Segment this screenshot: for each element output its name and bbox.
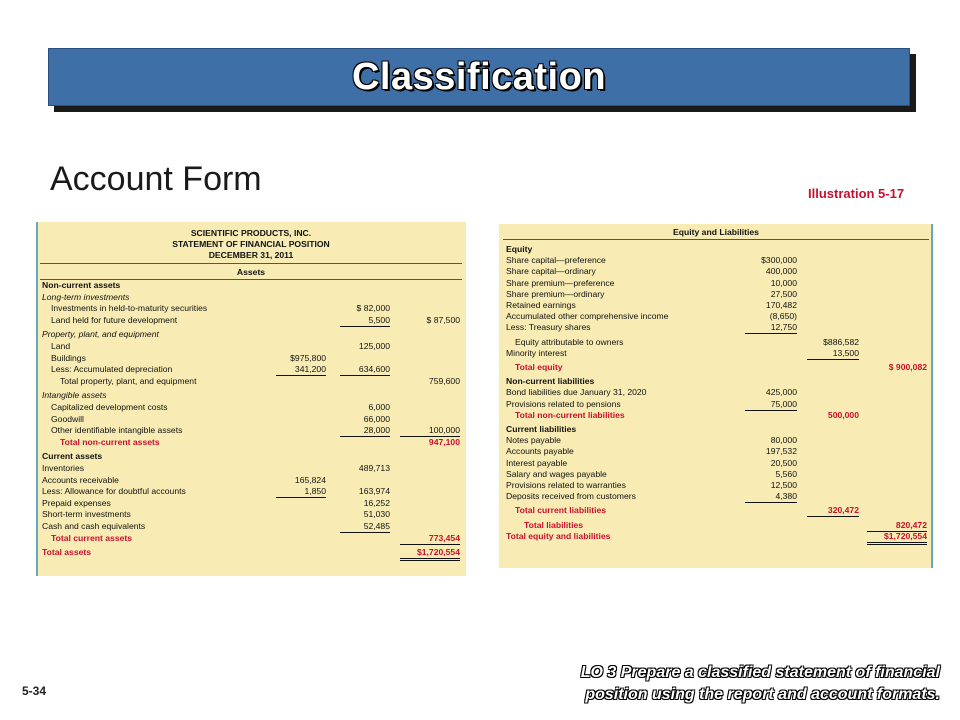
row-label: Property, plant, and equipment bbox=[42, 329, 159, 340]
learning-objective-line-2: position using the report and account formats. bbox=[585, 686, 940, 703]
statement-row bbox=[499, 520, 933, 531]
statement-row bbox=[499, 362, 933, 373]
statement-row bbox=[499, 289, 933, 300]
statement-row bbox=[36, 547, 466, 558]
statement-row bbox=[499, 469, 933, 480]
row-label: Minority interest bbox=[506, 347, 567, 358]
row-label: Interest payable bbox=[506, 457, 568, 468]
row-label: Inventories bbox=[42, 463, 85, 473]
row-label: Total non-current assets bbox=[60, 436, 160, 447]
slide-heading: Account Form bbox=[50, 160, 262, 198]
amount-column-2: 5,500 bbox=[340, 315, 390, 327]
amount-column-1: 400,000 bbox=[765, 266, 797, 277]
amount-column-1: 12,750 bbox=[745, 322, 797, 334]
panel-left-edge bbox=[36, 222, 38, 576]
statement-row bbox=[499, 410, 933, 421]
statement-row bbox=[499, 255, 933, 266]
learning-objective bbox=[380, 662, 940, 706]
learning-objective-line-1: LO 3 Prepare a classified statement of financial bbox=[580, 664, 940, 681]
amount-column-1: $975,800 bbox=[290, 352, 326, 363]
amount-column-1: 20,500 bbox=[770, 457, 797, 468]
amount-column-2: 500,000 bbox=[827, 409, 859, 420]
amount-column-2: 6,000 bbox=[368, 402, 390, 412]
statement-row bbox=[36, 315, 466, 326]
row-label: Share capital—preference bbox=[506, 255, 606, 266]
equity-section-title: Equity and Liabilities bbox=[673, 227, 759, 237]
amount-column-1: 10,000 bbox=[770, 277, 797, 288]
row-label: Share capital—ordinary bbox=[506, 266, 596, 277]
statement-row bbox=[36, 390, 466, 401]
amount-column-1: $300,000 bbox=[761, 255, 797, 266]
row-label: Accounts payable bbox=[506, 446, 574, 457]
row-label: Intangible assets bbox=[42, 390, 107, 401]
statement-row bbox=[36, 364, 466, 375]
row-label: Total current assets bbox=[51, 532, 133, 543]
statement-title: STATEMENT OF FINANCIAL POSITION bbox=[172, 239, 330, 249]
row-label: Total assets bbox=[42, 547, 92, 558]
statement-row bbox=[36, 451, 466, 462]
statement-row bbox=[36, 437, 466, 448]
statement-row bbox=[499, 491, 933, 502]
slide-title: Classification bbox=[351, 55, 607, 98]
amount-column-2: 125,000 bbox=[358, 341, 390, 351]
amount-column-2: 28,000 bbox=[340, 425, 390, 437]
amount-column-1: 80,000 bbox=[770, 435, 797, 446]
statement-row bbox=[36, 475, 466, 486]
amount-column-2: $ 82,000 bbox=[356, 303, 390, 314]
statement-row bbox=[499, 376, 933, 387]
statement-row bbox=[36, 414, 466, 425]
statement-row bbox=[499, 311, 933, 322]
row-label: Capitalized development costs bbox=[51, 402, 168, 412]
illustration-label: Illustration 5-17 bbox=[808, 186, 905, 201]
amount-column-1: 425,000 bbox=[765, 387, 797, 398]
statement-date: DECEMBER 31, 2011 bbox=[208, 250, 294, 260]
row-label: Share premium—ordinary bbox=[506, 288, 605, 299]
statement-row bbox=[36, 425, 466, 436]
amount-column-1: 4,380 bbox=[745, 491, 797, 503]
row-label: Accumulated other comprehensive income bbox=[506, 311, 669, 322]
row-label: Bond liabilities due January 31, 2020 bbox=[506, 387, 647, 398]
row-label: Land held for future development bbox=[51, 314, 178, 325]
statement-row bbox=[499, 424, 933, 435]
panel-right-edge bbox=[931, 224, 933, 568]
statement-row bbox=[499, 387, 933, 398]
row-label: Total equity and liabilities bbox=[506, 530, 611, 541]
amount-column-1: 27,500 bbox=[770, 288, 797, 299]
row-label: Goodwill bbox=[51, 413, 84, 424]
statement-row bbox=[499, 278, 933, 289]
amount-column-2: 52,485 bbox=[340, 521, 390, 533]
statement-row bbox=[499, 337, 933, 348]
company-name: SCIENTIFIC PRODUCTS, INC. bbox=[190, 228, 312, 238]
amount-column-1: 165,824 bbox=[294, 474, 326, 485]
statement-row bbox=[36, 509, 466, 520]
statement-row bbox=[499, 505, 933, 516]
page-number: 5-34 bbox=[22, 684, 47, 698]
statement-row bbox=[36, 498, 466, 509]
amount-column-3: 100,000 bbox=[400, 425, 460, 437]
amount-column-1: 75,000 bbox=[745, 399, 797, 411]
row-label: Other identifiable intangible assets bbox=[51, 425, 183, 436]
row-label: Investments in held-to-maturity securities bbox=[51, 303, 208, 314]
amount-column-1: 170,482 bbox=[765, 300, 797, 310]
row-label: Total current liabilities bbox=[515, 505, 607, 516]
row-label: Retained earnings bbox=[506, 300, 576, 310]
amount-column-3: $ 87,500 bbox=[426, 314, 460, 325]
title-banner bbox=[48, 48, 910, 106]
row-label: Total liabilities bbox=[524, 519, 584, 530]
row-label: Equity attributable to owners bbox=[515, 336, 624, 347]
amount-column-3: 820,472 bbox=[867, 520, 927, 532]
statement-row bbox=[499, 244, 933, 255]
amount-column-3: $ 900,082 bbox=[888, 362, 927, 372]
amount-column-2: 13,500 bbox=[807, 348, 859, 360]
row-label: Notes payable bbox=[506, 435, 561, 446]
assets-statement-panel bbox=[36, 222, 466, 576]
statement-row bbox=[36, 376, 466, 387]
row-label: Current liabilities bbox=[506, 424, 577, 434]
statement-row bbox=[36, 329, 466, 340]
row-label: Non-current liabilities bbox=[506, 376, 595, 387]
row-label: Salary and wages payable bbox=[506, 468, 607, 479]
row-label: Long-term investments bbox=[42, 291, 130, 302]
assets-section-title: Assets bbox=[236, 267, 266, 277]
statement-row bbox=[36, 486, 466, 497]
statement-row bbox=[36, 353, 466, 364]
row-label: Less: Accumulated depreciation bbox=[51, 364, 173, 375]
amount-column-3: $1,720,554 bbox=[400, 547, 460, 561]
amount-column-1: 12,500 bbox=[770, 480, 797, 490]
statement-row bbox=[499, 446, 933, 457]
row-label: Total property, plant, and equipment bbox=[60, 375, 197, 386]
amount-column-2: 16,252 bbox=[363, 497, 390, 508]
amount-column-1: 197,532 bbox=[765, 446, 797, 457]
amount-column-2: 489,713 bbox=[358, 463, 390, 473]
row-label: Provisions related to warranties bbox=[506, 480, 626, 490]
statement-row bbox=[499, 348, 933, 359]
statement-row bbox=[499, 266, 933, 277]
amount-column-1: 1,850 bbox=[276, 486, 326, 498]
row-label: Prepaid expenses bbox=[42, 497, 111, 508]
statement-row bbox=[36, 341, 466, 352]
amount-column-3: 773,454 bbox=[400, 533, 460, 545]
amount-column-1: 341,200 bbox=[276, 364, 326, 376]
amount-column-2: 51,030 bbox=[363, 509, 390, 520]
row-label: Current assets bbox=[42, 451, 103, 462]
row-label: Provisions related to pensions bbox=[506, 398, 621, 409]
amount-column-3: 947,100 bbox=[428, 436, 460, 447]
statement-row bbox=[36, 521, 466, 532]
statement-row bbox=[499, 531, 933, 542]
amount-column-2: 634,600 bbox=[340, 364, 390, 376]
statement-row bbox=[36, 280, 466, 291]
row-label: Total equity bbox=[515, 362, 563, 372]
row-label: Accounts receivable bbox=[42, 474, 119, 485]
equity-liabilities-panel bbox=[499, 224, 933, 568]
statement-row bbox=[36, 533, 466, 544]
statement-row bbox=[499, 399, 933, 410]
row-label: Short-term investments bbox=[42, 509, 131, 520]
row-label: Total non-current liabilities bbox=[515, 409, 625, 420]
amount-column-2: 320,472 bbox=[807, 505, 859, 517]
amount-column-2: 66,000 bbox=[363, 413, 390, 424]
amount-column-2: $886,582 bbox=[823, 336, 859, 347]
statement-row bbox=[36, 292, 466, 303]
row-label: Land bbox=[51, 341, 71, 351]
statement-row bbox=[36, 303, 466, 314]
section-divider bbox=[503, 239, 929, 240]
row-label: Less: Treasury shares bbox=[506, 322, 591, 333]
statement-row bbox=[36, 463, 466, 474]
statement-row bbox=[499, 480, 933, 491]
amount-column-3: $1,720,554 bbox=[867, 531, 927, 545]
amount-column-2: 163,974 bbox=[358, 486, 390, 497]
row-label: Non-current assets bbox=[42, 280, 121, 290]
amount-column-1: (8,650) bbox=[769, 311, 797, 322]
statement-row bbox=[499, 300, 933, 311]
row-label: Buildings bbox=[51, 352, 86, 363]
amount-column-1: 5,560 bbox=[775, 468, 797, 479]
row-label: Less: Allowance for doubtful accounts bbox=[42, 486, 186, 497]
row-label: Equity bbox=[506, 244, 533, 254]
header-divider bbox=[40, 263, 462, 264]
statement-row bbox=[499, 322, 933, 333]
statement-row bbox=[499, 458, 933, 469]
amount-column-3: 759,600 bbox=[428, 375, 460, 386]
row-label: Cash and cash equivalents bbox=[42, 521, 146, 531]
statement-row bbox=[499, 435, 933, 446]
row-label: Share premium—preference bbox=[506, 277, 615, 288]
statement-row bbox=[36, 402, 466, 413]
row-label: Deposits received from customers bbox=[506, 491, 636, 502]
